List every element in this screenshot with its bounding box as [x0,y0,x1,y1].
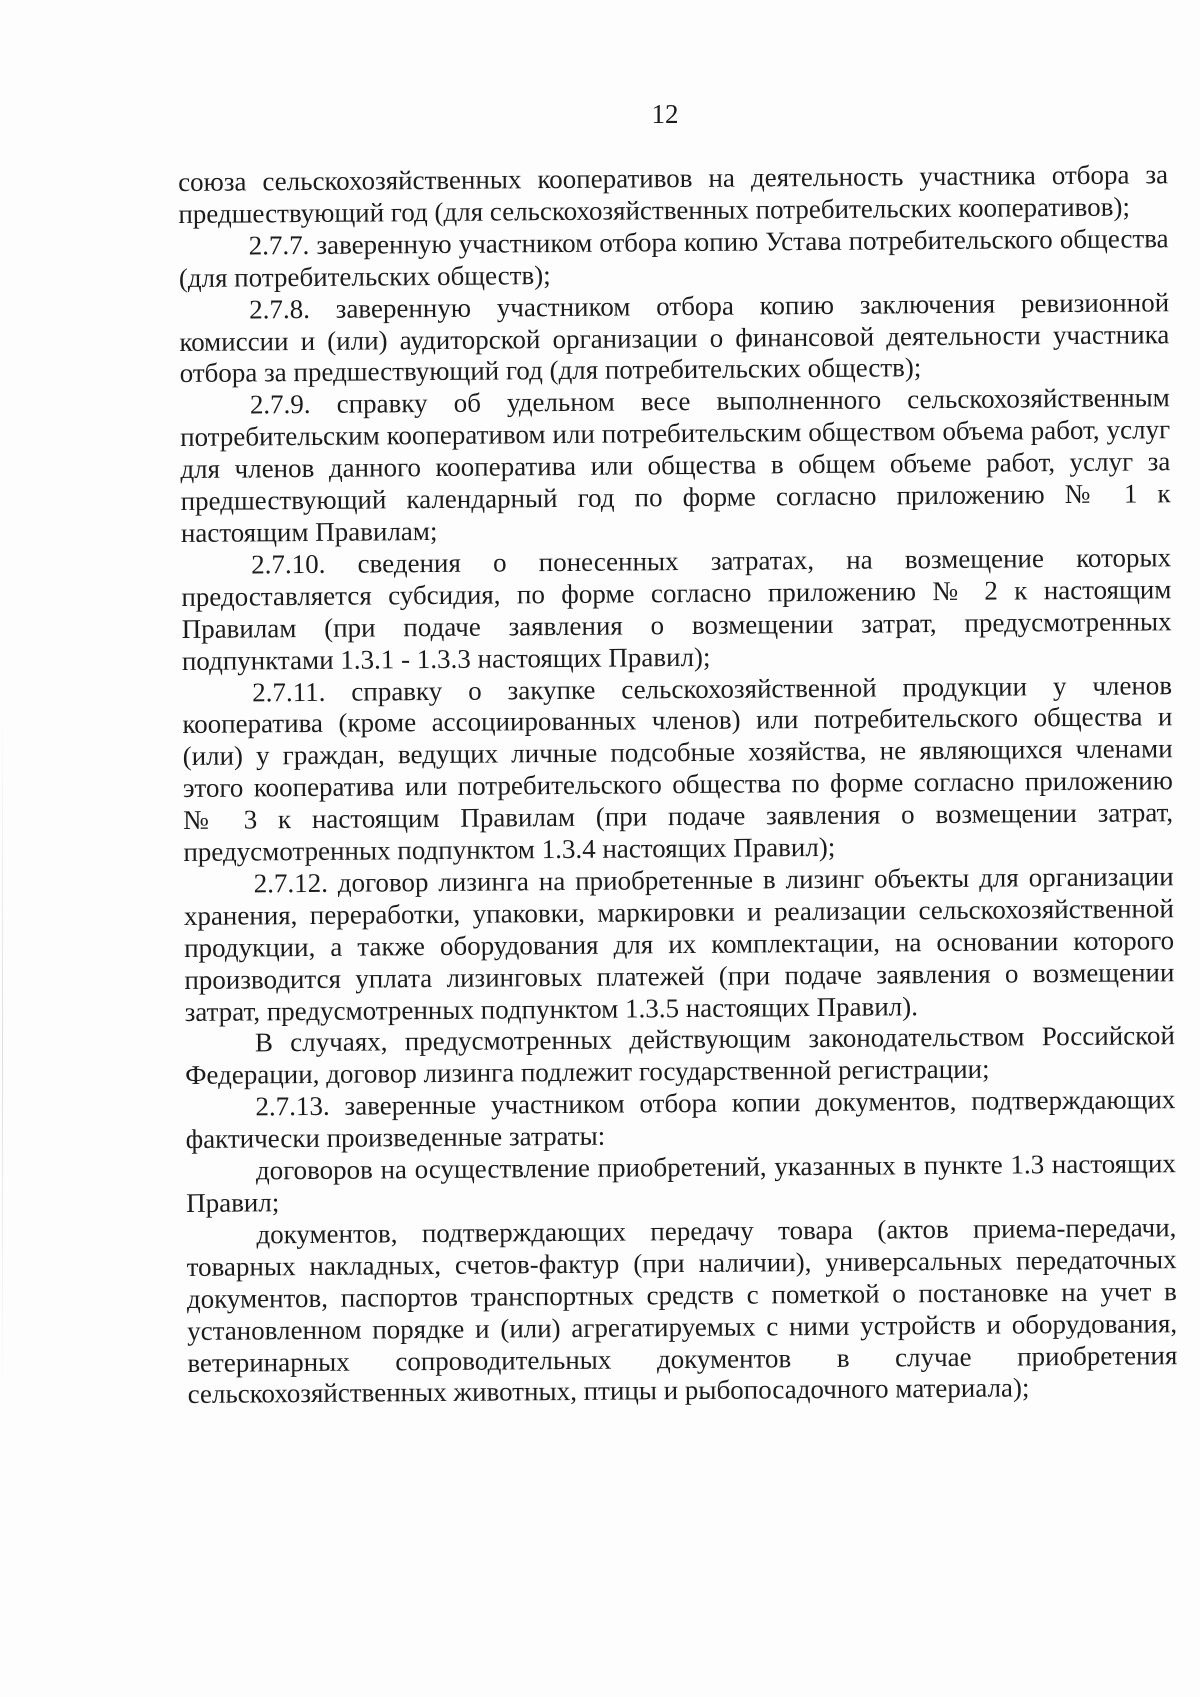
paragraph-2-7-12: 2.7.12. договор лизинга на приобретенные в лизинг объекты для организации хранения, переработки, упаковки, маркировки и реализации сельскохозяйственной продукции, а также оборудования для их комплектации, на основании которого производится уплата лизинговых платежей (при подаче заявления о возмещении затрат, предусмотренных подпунктом 1.3.5 настоящих Правил). [183,861,1175,1027]
document-body [178,159,1178,1411]
paragraph-2-7-13: 2.7.13. заверенные участником отбора копии документов, подтверждающих фактически произведенные затраты: [185,1084,1176,1155]
paragraph-2-7-10: 2.7.10. сведения о понесенных затратах, на возмещение которых предоставляется субсидия, по форме согласно приложению № 2 к настоящим Правилам (при подаче заявления о возмещении затрат, предусмотренных подпунктами 1.3.1 - 1.3.3 настоящих Правил); [181,542,1172,676]
paragraph-2-7-7: 2.7.7. заверенную участником отбора копию Устава потребительского общества (для потребительских обществ); [178,223,1169,293]
scan-edge-shadow [2,700,3,1400]
paragraph-contracts: договоров на осуществление приобретений, указанных в пункте 1.3 настоящих Правил; [186,1148,1176,1218]
paragraph-leasing-registration: В случаях, предусмотренных действующим законодательством Российской Федерации, договор лизинга подлежит государственной регистрации; [185,1020,1175,1091]
paragraph-continuation: союза сельскохозяйственных кооперативов на деятельность участника отбора за предшествующий год (для сельскохозяйственных потребительских кооперативов); [178,159,1169,229]
paragraph-transfer-documents: документов, подтверждающих передачу товара (актов приема-передачи, товарных накладных, счетов-фактур (при наличии), универсальных передаточных документов, паспортов транспортных средств с пометкой о постановке на учет в установленном порядке и (или) агрегатируемых с ними устройств и оборудования, ветеринарных сопроводительных документов в случае приобретения сельскохозяйственных животных, птицы и рыбопосадочного материала); [186,1212,1178,1410]
paragraph-2-7-9: 2.7.9. справку об удельном весе выполненного сельскохозяйственным потребительским кооперативом или потребительским обществом объема работ, услуг для членов данного кооператива или общества в общем объеме работ, услуг за предшествующий календарный год по форме согласно приложению № 1 к настоящим Правилам; [180,382,1171,548]
paragraph-2-7-8: 2.7.8. заверенную участником отбора копию заключения ревизионной комиссии и (или) аудиторской организации о финансовой деятельности участника отбора за предшествующий год (для потребительских обществ); [179,286,1170,389]
paragraph-2-7-11: 2.7.11. справку о закупке сельскохозяйственной продукции у членов кооператива (кроме ассоциированных членов) или потребительского общества и (или) у граждан, ведущих личные подсобные хозяйства, не являющихся членами этого кооператива или потребительского общества по форме согласно приложению № 3 к настоящим Правилам (при подаче заявления о возмещении затрат, предусмотренных подпунктом 1.3.4 настоящих Правил); [182,669,1174,868]
page-number: 12 [651,99,679,129]
